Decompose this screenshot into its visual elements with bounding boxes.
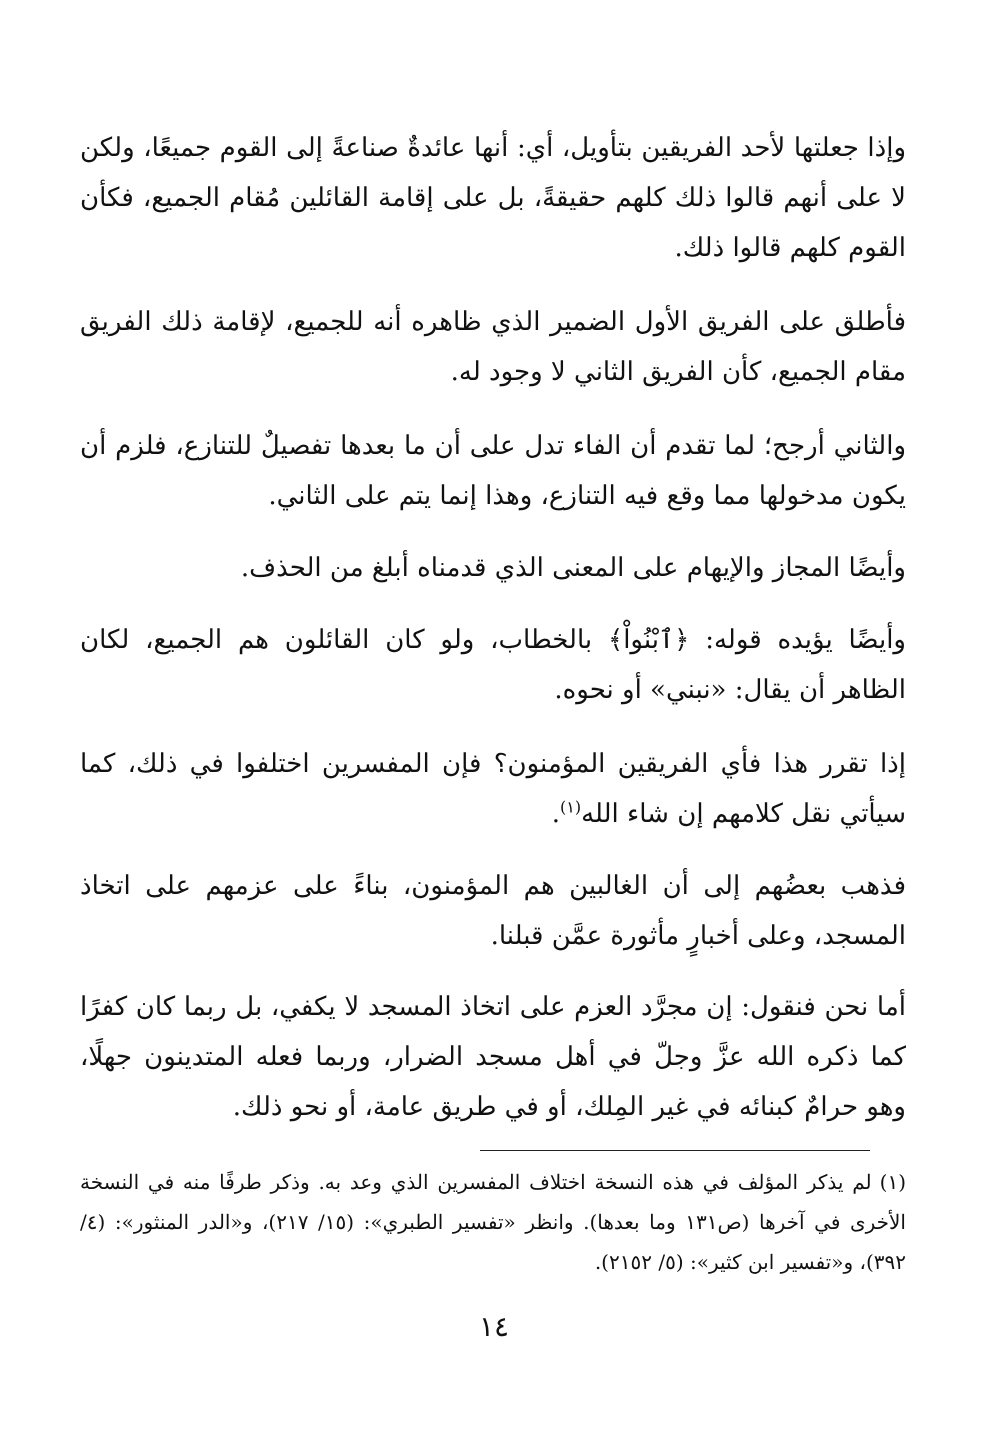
footnote-text: لم يذكر المؤلف في هذه النسخة اختلاف المفسرين الذي وعد به. وذكر طرفًا منه في النسخة الأخرى في آخرها (ص١٣١ وما بعدها). وانظر «تفسير الطبري»: (١٥/ ٢١٧)، و«الدر المنثور»: (٤/ ٣٩٢)، و«تفسير ابن كثير»: (٥/ ٢١٥٢). [80, 1170, 906, 1274]
paragraph-6-end: . [551, 799, 560, 829]
paragraph-2: فأطلق على الفريق الأول الضمير الذي ظاهره أنه للجميع، لإقامة ذلك الفريق مقام الجميع، كأن الفريق الثاني لا وجود له. [80, 307, 906, 387]
paragraph-6 [80, 739, 906, 839]
paragraph-5: وأيضًا يؤيده قوله: ﴿ٱبْنُواْ﴾ بالخطاب، ولو كان القائلون هم الجميع، لكان الظاهر أن يقال: «نبني» أو نحوه. [80, 625, 906, 705]
paragraph-8: أما نحن فنقول: إن مجرَّد العزم على اتخاذ المسجد لا يكفي، بل ربما كان كفرًا كما ذكره الله عزَّ وجلّ في أهل مسجد الضرار، وربما فعله المتدينون جهلًا، وهو حرامٌ كبنائه في غير المِلك، أو في طريق عامة، أو نحو ذلك. [80, 992, 906, 1122]
page-number: ١٤ [478, 1310, 510, 1343]
footnote-separator [480, 1150, 870, 1151]
paragraph-4: وأيضًا المجاز والإيهام على المعنى الذي قدمناه أبلغ من الحذف. [240, 553, 906, 583]
paragraph-7: فذهب بعضُهم إلى أن الغالبين هم المؤمنون، بناءً على عزمهم على اتخاذ المسجد، وعلى أخبارٍ مأثورة عمَّن قبلنا. [80, 871, 906, 951]
footnote-number: (١) [879, 1170, 907, 1194]
paragraph-3: والثاني أرجح؛ لما تقدم أن الفاء تدل على أن ما بعدها تفصيلٌ للتنازع، فلزم أن يكون مدخولها مما وقع فيه التنازع، وهذا إنما يتم على الثاني. [80, 431, 906, 511]
paragraph-1: وإذا جعلتها لأحد الفريقين بتأويل، أي: أنها عائدةٌ صناعةً إلى القوم جميعًا، ولكن لا على أنهم قالوا ذلك كلهم حقيقةً، بل على إقامة القائلين مُقام الجميع، فكأن القوم كلهم قالوا ذلك. [80, 133, 906, 263]
footnote [80, 1162, 906, 1282]
paragraph-6-text: إذا تقرر هذا فأي الفريقين المؤمنون؟ فإن المفسرين اختلفوا في ذلك، كما سيأتي نقل كلامهم إن شاء الله [80, 749, 906, 829]
footnote-reference[interactable]: (١) [559, 797, 582, 817]
